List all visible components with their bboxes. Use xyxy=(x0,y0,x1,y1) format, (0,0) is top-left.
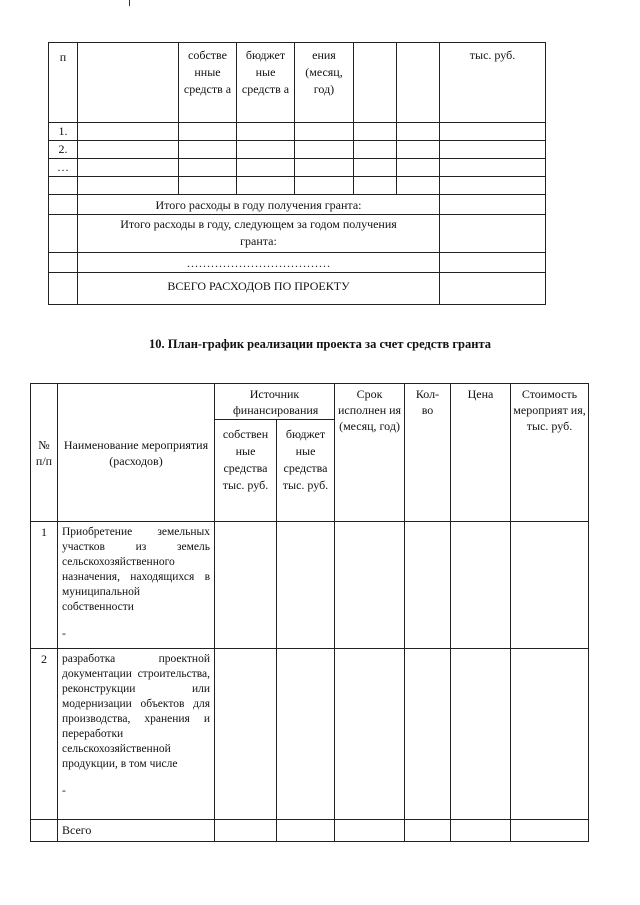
col-cost-header: Стоимость мероприят ия, тыс. руб. xyxy=(511,384,589,522)
row-name-cell xyxy=(58,522,215,649)
section-title: 10. План-график реализации проекта за счет средств гранта xyxy=(148,337,491,351)
row-num: 1. xyxy=(49,123,78,141)
col-own-funds-header: собстве нные средств а xyxy=(179,43,237,123)
col-qty-header: Кол-во xyxy=(405,384,451,522)
dots-placeholder: ……………………………… xyxy=(78,253,440,273)
col-source-header: Источник финансирования xyxy=(215,384,335,420)
total-label: Всего xyxy=(58,820,215,842)
expenses-table xyxy=(48,42,546,305)
col-budget-funds-header: бюджет ные средств а xyxy=(237,43,295,123)
table-row xyxy=(31,649,589,820)
dots-row xyxy=(49,253,546,273)
col-name-header xyxy=(78,43,179,123)
grand-total-label: ВСЕГО РАСХОДОВ ПО ПРОЕКТУ xyxy=(78,273,440,305)
total-year-next-label: Итого расходы в году, следующем за годом получения гранта: xyxy=(78,215,440,253)
col-num-header: № п/п xyxy=(31,384,58,522)
table-header-row xyxy=(31,384,589,420)
col-budget-funds-header: бюджет ные средства тыс. руб. xyxy=(277,420,335,522)
col-term-header: ения (месяц, год) xyxy=(295,43,354,123)
total-year-grant-label: Итого расходы в году получения гранта: xyxy=(78,195,440,215)
total-row xyxy=(49,195,546,215)
row-dash: - xyxy=(62,785,66,797)
col-cost-header: тыс. руб. xyxy=(440,43,546,123)
row-name: разработка проектной документации строительства, реконструкции или модернизации объектов для производства, хранения и переработки сельскохозяйственной продукции, в том числе xyxy=(62,653,210,770)
table-header-row xyxy=(49,43,546,123)
table-row xyxy=(49,159,546,177)
row-num: 2 xyxy=(31,649,58,820)
total-row xyxy=(49,215,546,253)
table-row xyxy=(49,141,546,159)
col-price-header xyxy=(397,43,440,123)
row-num: 2. xyxy=(49,141,78,159)
table-row xyxy=(49,123,546,141)
row-name: Приобретение земельных участков из земель сельскохозяйственного назначения, находящихся в муниципальной собственности xyxy=(62,526,210,613)
col-own-funds-header: собствен ные средства тыс. руб. xyxy=(215,420,277,522)
page-margin-mark xyxy=(129,0,130,6)
col-price-header: Цена xyxy=(451,384,511,522)
row-num: 1 xyxy=(31,522,58,649)
col-name-header: Наименование мероприятия (расходов) xyxy=(58,384,215,522)
table-row xyxy=(31,522,589,649)
col-num-header: п xyxy=(49,43,78,123)
total-row xyxy=(31,820,589,842)
row-num: … xyxy=(49,159,78,177)
plan-schedule-table xyxy=(30,383,589,842)
row-dash: - xyxy=(62,628,66,640)
col-term-header: Срок исполнен ия (месяц, год) xyxy=(335,384,405,522)
col-qty-header xyxy=(354,43,397,123)
grand-total-row xyxy=(49,273,546,305)
row-name-cell xyxy=(58,649,215,820)
table-row xyxy=(49,177,546,195)
